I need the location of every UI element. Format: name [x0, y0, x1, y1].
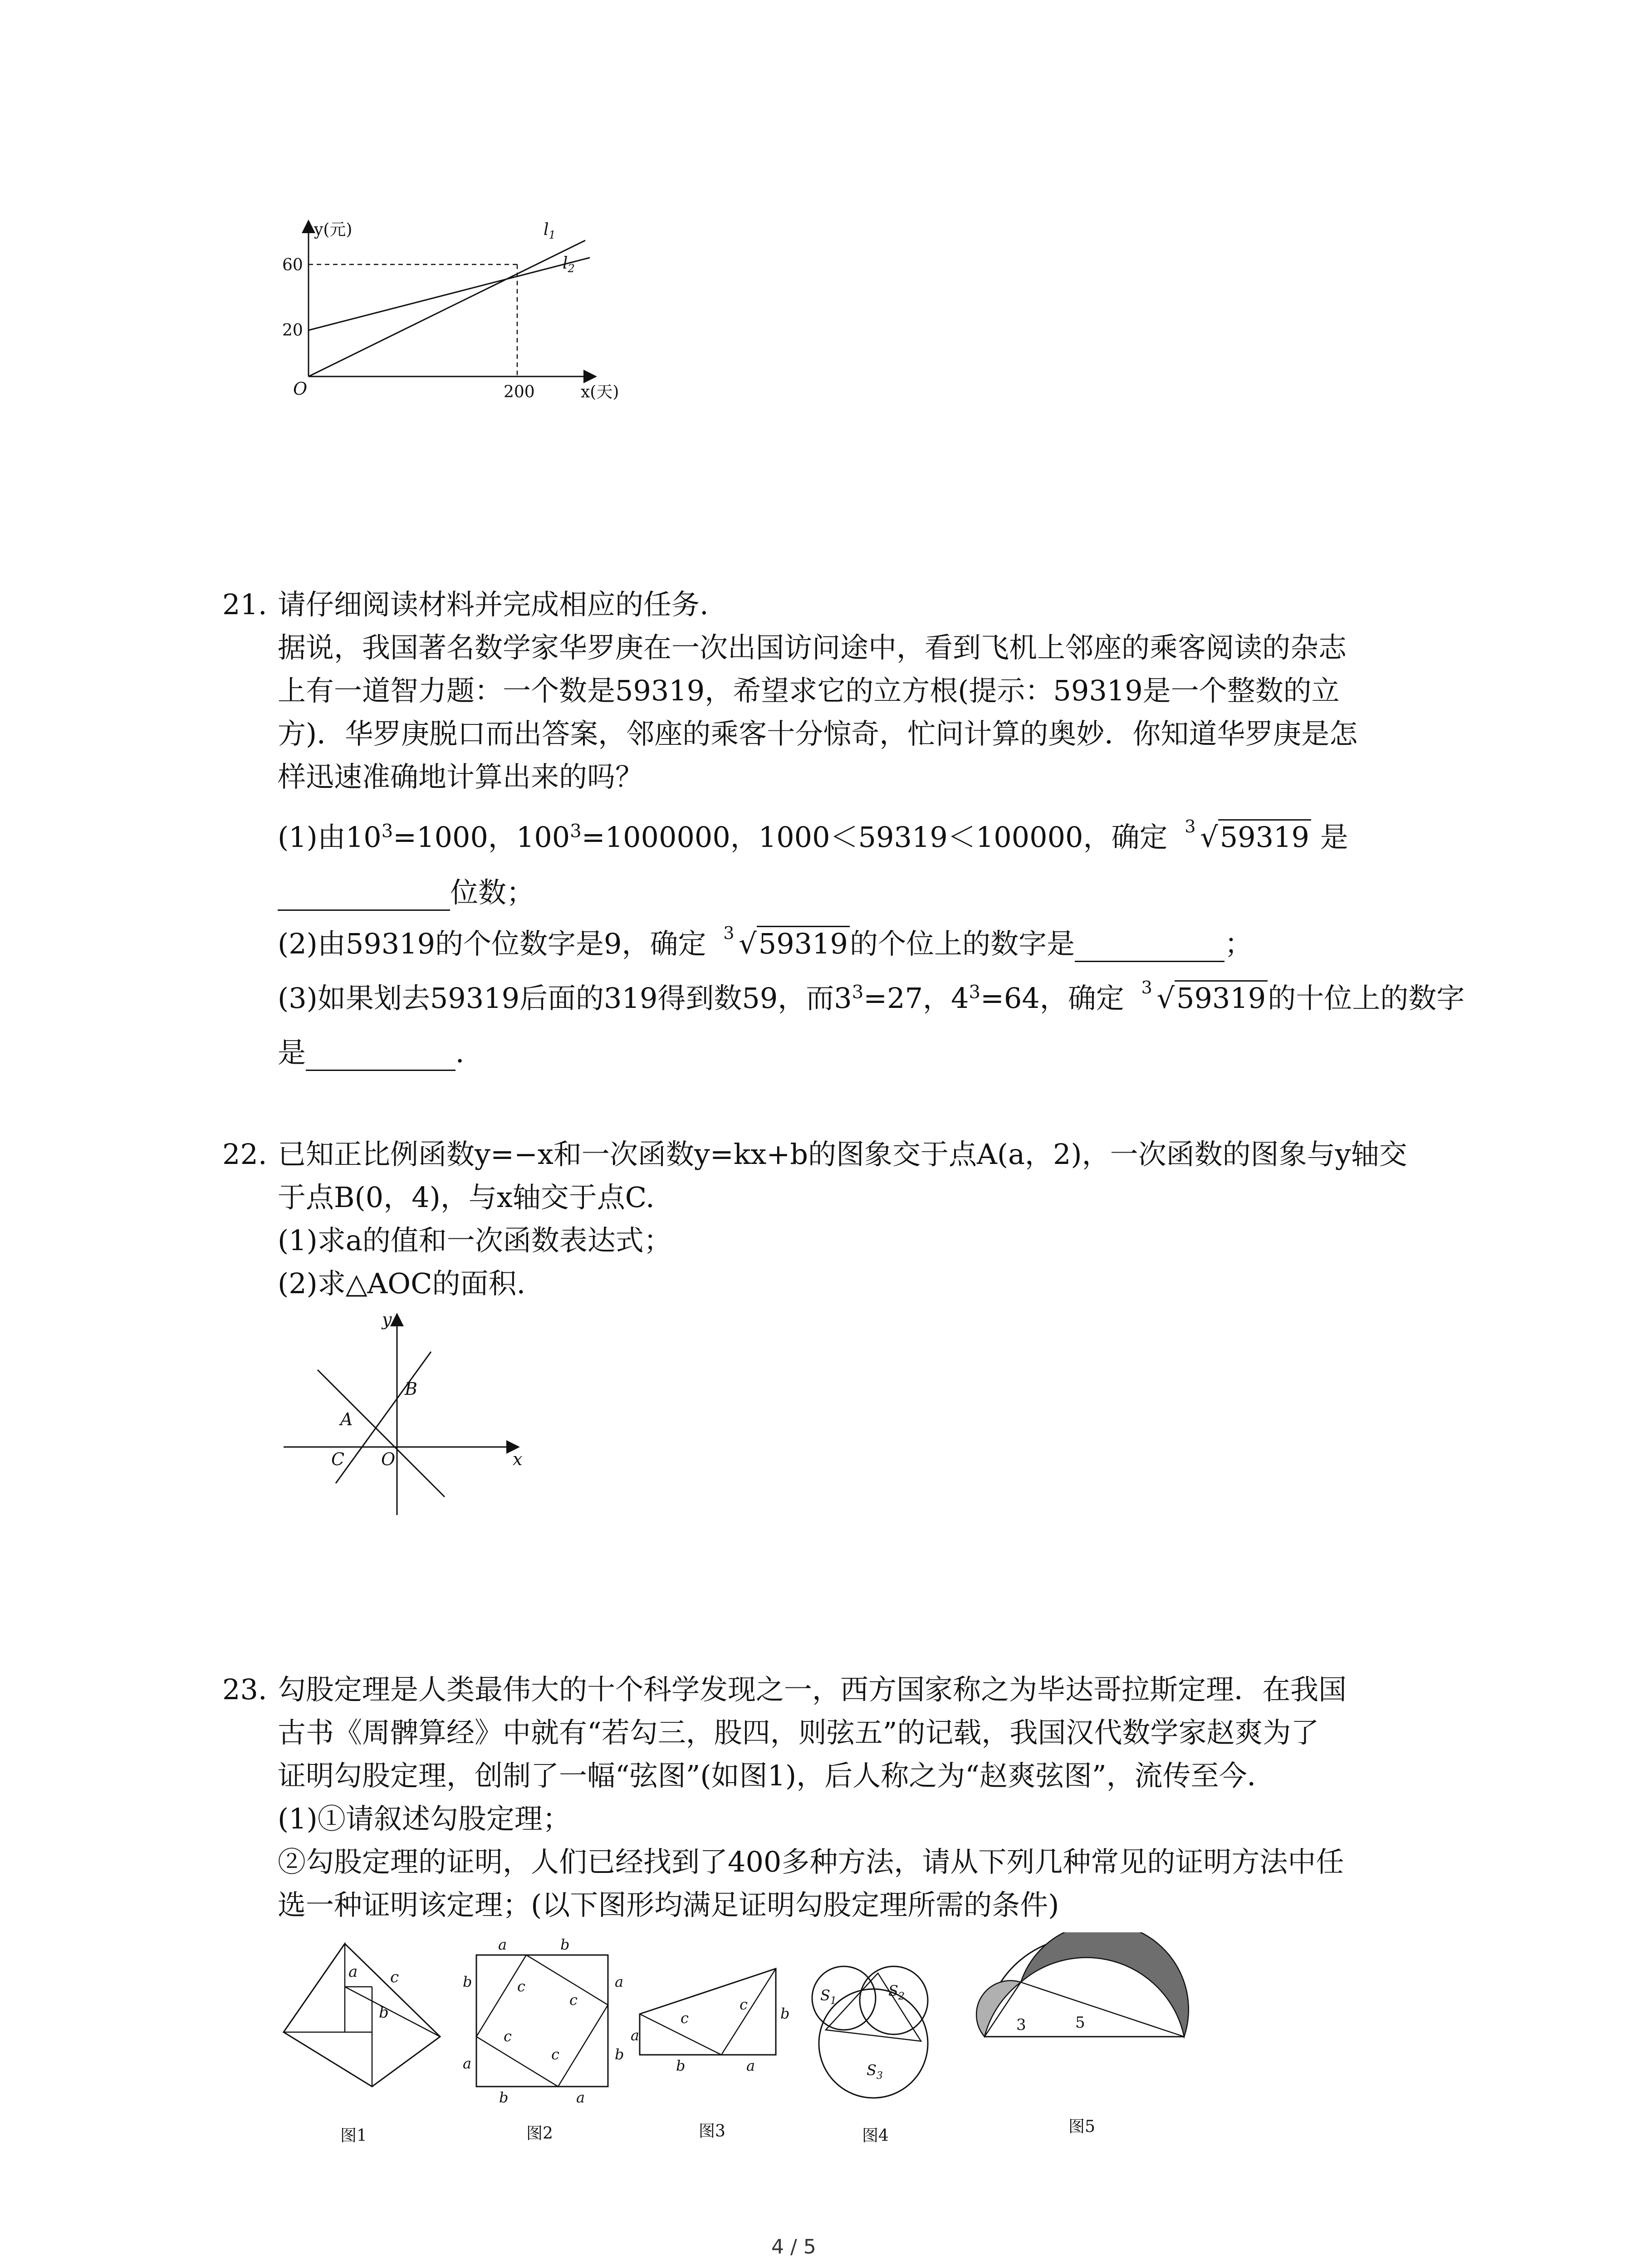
svg-text:c: c: [517, 1978, 525, 1995]
cube-root-59319: 3 √59319: [723, 926, 850, 962]
cost-graph-figure: [272, 213, 635, 404]
line-l2: [309, 258, 590, 330]
svg-text:a: a: [631, 2027, 640, 2044]
answer-blank-2[interactable]: [1075, 934, 1225, 962]
caption-fig4: 图4: [862, 2126, 889, 2145]
q22-line-2: 于点B(0，4)，与x轴交于点C.: [278, 1181, 655, 1214]
svg-text:3: 3: [1016, 2016, 1026, 2034]
svg-text:S2: $S_2$: [888, 1982, 905, 2002]
svg-text:c: c: [551, 2046, 559, 2063]
q21-number: 21.: [222, 588, 267, 621]
figure-4-circles: [798, 1950, 962, 2150]
svg-text:a: a: [498, 1937, 507, 1953]
svg-text:S1: $S_1$: [820, 1987, 837, 2007]
caption-fig1: 图1: [340, 2126, 367, 2145]
q21-part2: (2)由59319的个位数字是9，确定 3 √59319的个位上的数字是 ；: [278, 926, 1253, 962]
svg-text:b: b: [463, 1973, 472, 1990]
q23-line-2: 古书《周髀算经》中就有“若勾三，股四，则弦五”的记载，我国汉代数学家赵爽为了: [278, 1716, 1319, 1749]
svg-text:a: a: [463, 2055, 472, 2072]
svg-text:b: b: [379, 2004, 389, 2022]
fig-C-label: C: [331, 1449, 345, 1469]
q23-line-1: 勾股定理是人类最伟大的十个科学发现之一，西方国家称之为毕达哥拉斯定理．在我国: [278, 1673, 1347, 1706]
q21-para-3: 方)．华罗庚脱口而出答案，邻座的乘客十分惊奇，忙问计算的奥妙．你知道华罗庚是怎: [278, 717, 1358, 750]
svg-text:a: a: [615, 1973, 624, 1990]
q21-part1-cont: 位数；: [278, 875, 534, 911]
svg-text:a: a: [746, 2057, 755, 2074]
l1-label: $l_1$: [544, 220, 556, 241]
caption-fig3: 图3: [699, 2122, 725, 2141]
q21-part3: (3)如果划去59319后面的319得到数59，而$3^3=27$，$4^3=64$，确定 3 √59319的十位上的数字: [278, 980, 1465, 1017]
tick-20: 20: [282, 321, 303, 340]
svg-text:b: b: [780, 2005, 790, 2022]
q23-line-3: 证明勾股定理，创制了一幅“弦图”(如图1)，后人称之为“赵爽弦图”，流传至今．: [278, 1759, 1275, 1792]
q22-line-1: 已知正比例函数y=−x和一次函数y=kx+b的图象交于点A(a，2)，一次函数的图象与y轴交: [278, 1138, 1407, 1171]
svg-text:c: c: [504, 2028, 512, 2045]
q21-part3-cont: 是 ．: [278, 1035, 484, 1071]
q21-para-1: 据说，我国著名数学家华罗庚在一次出国访问途中，看到飞机上邻座的乘客阅读的杂志: [278, 631, 1347, 664]
cube-root-59319: 3 √59319: [1185, 819, 1311, 855]
figure-1-zhao-shuang: [281, 1941, 454, 2150]
y-axis-label: y(元): [314, 220, 353, 239]
tick-200: 200: [504, 383, 535, 401]
svg-text:b: b: [676, 2057, 686, 2074]
figure-5-semicircles: [966, 1932, 1202, 2146]
q21-para-2: 上有一道智力题：一个数是59319，希望求它的立方根(提示：59319是一个整数的立: [278, 674, 1340, 707]
page-number: 4 / 5: [771, 2235, 816, 2258]
svg-text:c: c: [740, 1996, 748, 2013]
tick-60: 60: [282, 256, 303, 274]
q22-line-3: (1)求a的值和一次函数表达式；: [278, 1224, 672, 1257]
svg-text:a: a: [348, 1963, 358, 1981]
svg-text:b: b: [615, 2046, 624, 2063]
line-y-eq-neg-x: [318, 1370, 445, 1497]
svg-text:c: c: [569, 1991, 578, 2009]
q23-line-6: 选一种证明该定理；(以下图形均满足证明勾股定理所需的条件): [278, 1888, 1059, 1921]
x-axis-label: x(天): [581, 383, 619, 401]
q21-title: 请仔细阅读材料并完成相应的任务.: [278, 588, 709, 621]
origin-label: O: [293, 379, 308, 399]
line-l1: [309, 240, 585, 376]
svg-text:c: c: [681, 2009, 689, 2027]
q22-line-4: (2)求△AOC的面积.: [278, 1267, 526, 1300]
q23-line-4: (1)①请叙述勾股定理；: [278, 1802, 571, 1835]
q23-number: 23.: [222, 1673, 267, 1706]
figure-2-square: [458, 1937, 631, 2150]
figure-3-trapezoid: [631, 1960, 794, 2150]
q21-part1: (1)由$10^3=1000$，$100^3=1000000$，1000＜59319＜100000，确定 3 √59319 是: [278, 819, 1348, 855]
q23-line-5: ②勾股定理的证明，人们已经找到了400多种方法，请从下列几种常见的证明方法中任: [278, 1845, 1344, 1878]
answer-blank-1[interactable]: [278, 882, 450, 911]
svg-text:5: 5: [1075, 2014, 1085, 2032]
svg-text:b: b: [560, 1937, 570, 1953]
fig-B-label: B: [405, 1379, 417, 1399]
svg-text:S3: $S_3$: [867, 2062, 883, 2082]
cube-root-59319: 3 √59319: [1141, 980, 1268, 1017]
fig-O-label: O: [381, 1449, 396, 1469]
q22-coordinate-figure: [277, 1306, 531, 1524]
caption-fig5: 图5: [1068, 2117, 1095, 2136]
q21-para-4: 样迅速准确地计算出来的吗？: [278, 760, 644, 793]
svg-text:c: c: [390, 1968, 399, 1986]
fig-y-label: y: [382, 1310, 392, 1330]
caption-fig2: 图2: [526, 2124, 553, 2143]
l2-label: $l_2$: [563, 254, 575, 275]
q22-number: 22.: [222, 1138, 267, 1171]
fig-A-label: A: [340, 1409, 353, 1429]
fig-x-label: x: [513, 1449, 523, 1469]
svg-text:a: a: [576, 2089, 585, 2106]
svg-text:b: b: [499, 2089, 509, 2106]
answer-blank-3[interactable]: [306, 1042, 456, 1071]
